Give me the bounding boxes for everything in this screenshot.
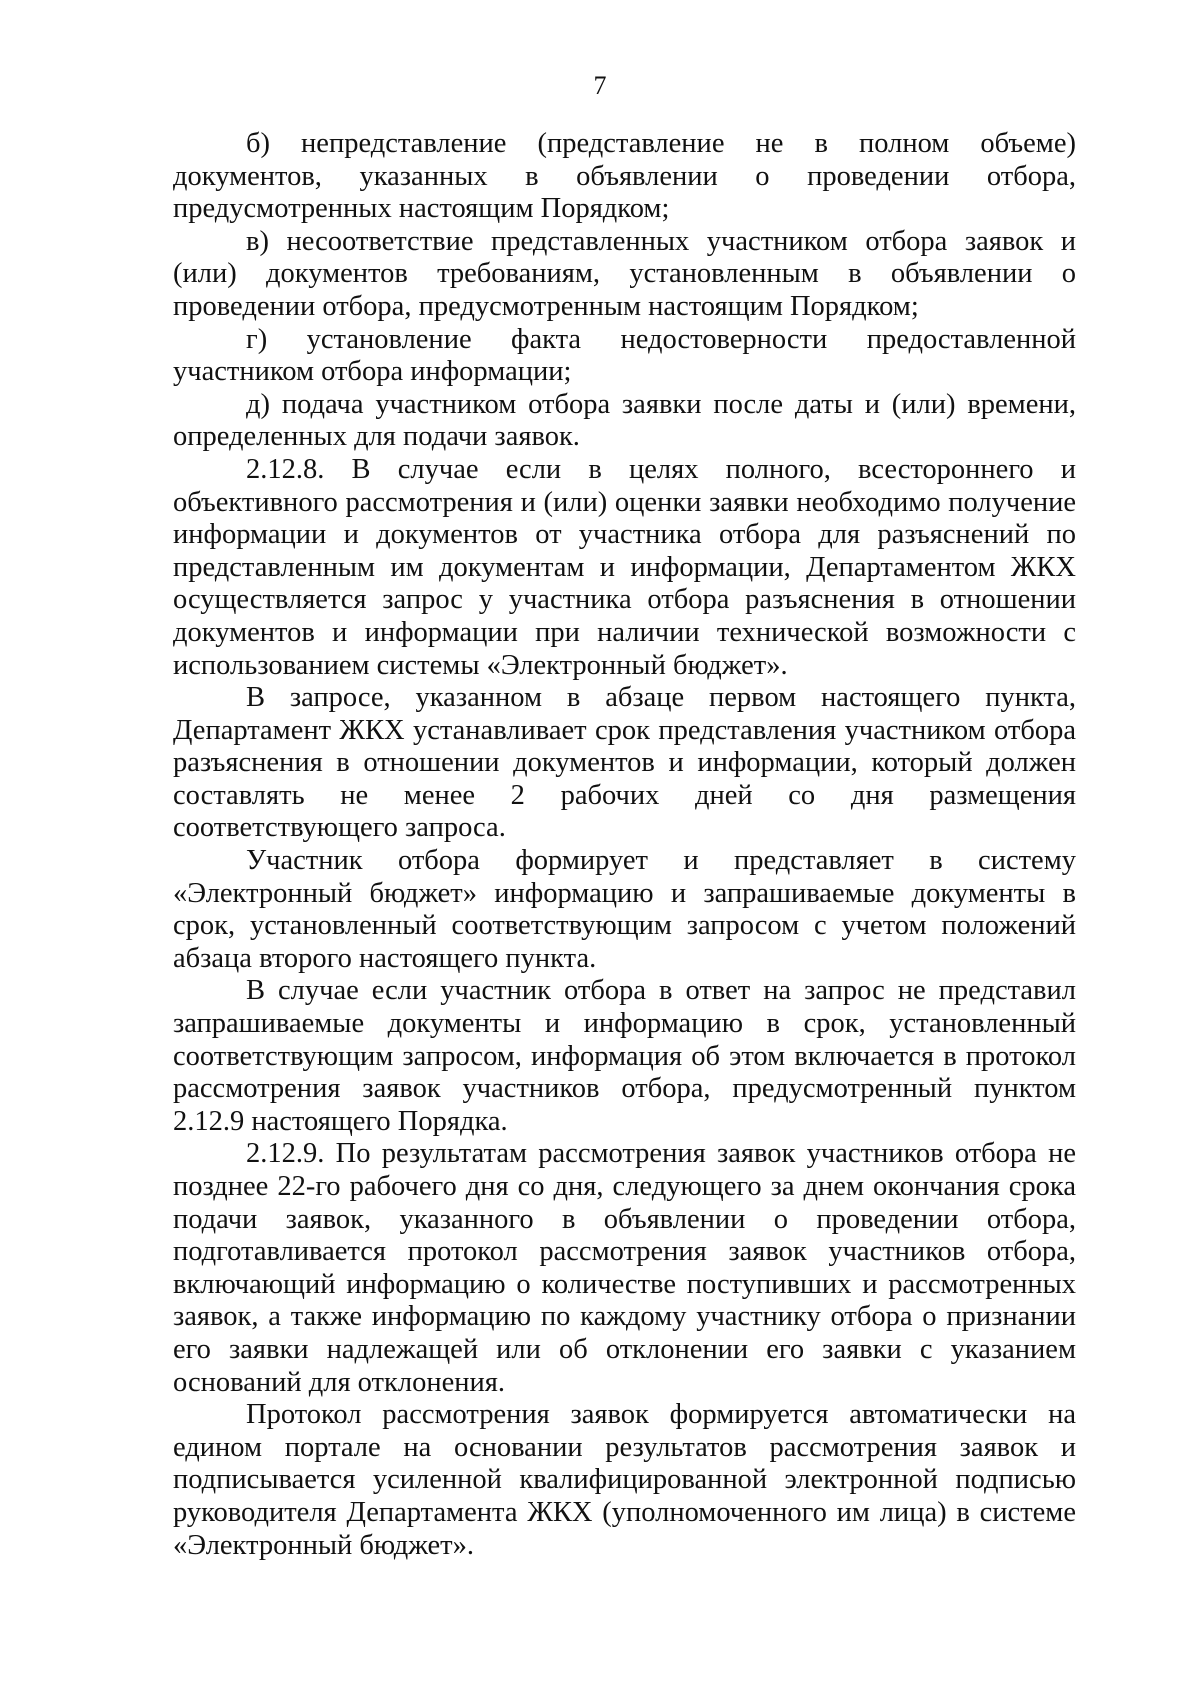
paragraph-2-12-9: 2.12.9. По результатам рассмотрения заявок участников отбора не позднее 22-го рабочего дня со дня, следующего за днем окончания срока подачи заявок, указанного в объявлении о проведении отбора, подготавливается протокол рассмотрения заявок участников отбора, включающий информацию о количестве поступивших и рассмотренных заявок, а также информацию по каждому участнику отбора о признании его заявки надлежащей или об отклонении его заявки с указанием оснований для отклонения. xyxy=(173,1138,1076,1398)
page-number: 7 xyxy=(593,71,607,100)
paragraph-clause-g: г) установление факта недостоверности предоставленной участником отбора информации; xyxy=(173,323,1076,388)
paragraph-2-12-8: 2.12.8. В случае если в целях полного, всестороннего и объективного рассмотрения и (или) оценки заявки необходимо получение информации и документов от участника отбора для разъяснений по представленным им документам и информации, Департаментом ЖКХ осуществляется запрос у участника отбора разъяснения в отношении документов и информации при наличии технической возможности с использованием системы «Электронный бюджет». xyxy=(173,453,1076,681)
paragraph-non-submission: В случае если участник отбора в ответ на запрос не представил запрашиваемые документы и информацию в срок, установленный соответствующим запросом, информация об этом включается в протокол рассмотрения заявок участников отбора, предусмотренный пунктом 2.12.9 настоящего Порядка. xyxy=(173,975,1076,1137)
paragraph-clause-d: д) подача участником отбора заявки после даты и (или) времени, определенных для подачи заявок. xyxy=(173,388,1076,453)
paragraph-participant-submission: Участник отбора формирует и представляет в систему «Электронный бюджет» информацию и запрашиваемые документы в срок, установленный соответствующим запросом с учетом положений абзаца второго настоящего пункта. xyxy=(173,845,1076,974)
paragraph-request-deadline: В запросе, указанном в абзаце первом настоящего пункта, Департамент ЖКХ устанавливает срок представления участником отбора разъяснения в отношении документов и информации, который должен составлять не менее 2 рабочих дней со дня размещения соответствующего запроса. xyxy=(173,682,1076,844)
paragraph-clause-b: б) непредставление (представление не в полном объеме) документов, указанных в объявлении о проведении отбора, предусмотренных настоящим Порядком; xyxy=(173,128,1076,225)
paragraph-clause-v: в) несоответствие представленных участником отбора заявок и (или) документов требованиям, установленным в объявлении о проведении отбора, предусмотренным настоящим Порядком; xyxy=(173,225,1076,322)
paragraph-protocol-signing: Протокол рассмотрения заявок формируется автоматически на едином портале на основании результатов рассмотрения заявок и подписывается усиленной квалифицированной электронной подписью руководителя Департамента ЖКХ (уполномоченного им лица) в системе «Электронный бюджет». xyxy=(173,1399,1076,1561)
document-body xyxy=(173,128,1076,1562)
